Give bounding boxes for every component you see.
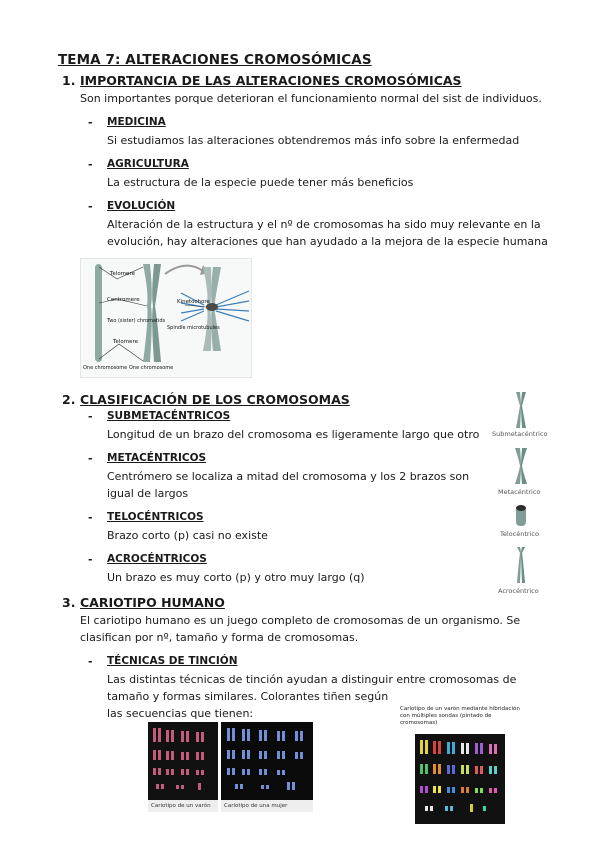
item-text: Centrómero se localiza a mitad del cromosoma y los 2 brazos son [107,470,470,483]
section-number: 2. [62,392,76,407]
section-title: CLASIFICACIÓN DE LOS CROMOSOMAS [80,392,350,407]
section-number: 3. [62,595,76,610]
item-title-acrocentricos: ACROCÉNTRICOS [107,553,207,565]
section-1-intro: Son importantes porque deterioran el funcionamiento normal del sist de individuos. [80,92,542,105]
label-one-chromosome-left: One chromosome [83,365,128,371]
label-one-chromosome-right: One chromosome [129,365,174,371]
multicolor-karyotype-panel [415,734,505,824]
chromosome-diagram [81,259,251,377]
item-text: tamaño y formas similares. Colorantes tiñen según [107,690,389,703]
item-text: La estructura de la especie puede tener más beneficios [107,176,414,189]
telocentric-label: Telocéntrico [500,530,539,538]
item-text: las secuencias que tienen: [107,707,254,720]
item-title-agricultura: AGRICULTURA [107,158,189,170]
item-title-metacentricos: METACÉNTRICOS [107,452,207,464]
label-kinetochore: Kinetochore [177,299,210,305]
item-text: Alteración de la estructura y el nº de cromosomas ha sido muy relevante en la [107,218,541,231]
telocentric-chromosome-icon [490,504,552,528]
karyotype-image-female-blue [221,722,313,812]
bullet: - [88,158,93,171]
section-title: CARIOTIPO HUMANO [80,595,225,610]
karyotype-caption-right: Cariotipo de un varón mediante hibridación con múltiples sondas (pintado de cromosomas) [400,706,520,726]
section-2-heading [62,392,350,407]
item-text: Brazo corto (p) casi no existe [107,529,268,542]
bullet: - [88,655,93,668]
acrocentric-chromosome-icon [490,545,552,585]
metacentric-label: Metacéntrico [498,488,541,496]
section-1-heading [62,73,462,88]
karyotype-chromosomes [221,722,313,800]
karyotype-caption-mid: Cariotipo de una mujer [221,800,313,812]
label-centromere: Centromere [107,297,140,303]
item-title-medicina: MEDICINA [107,116,166,128]
item-title-submetacentricos: SUBMETACÉNTRICOS [107,410,231,422]
acrocentric-figure [490,545,552,597]
acrocentric-label: Acrocéntrico [498,587,539,595]
bullet: - [88,200,93,213]
chromatid-shape [95,264,102,362]
section-3-heading [62,595,225,610]
chromosome-structure-figure [80,258,252,378]
bullet: - [88,410,93,423]
chromatid-shape [152,264,161,362]
karyotype-caption-left: Cariotipo de un varón [148,800,218,812]
item-text: Las distintas técnicas de tinción ayudan a distinguir entre cromosomas de [107,673,517,686]
bullet: - [88,511,93,524]
item-text: Si estudiamos las alteraciones obtendremos más info sobre la enfermedad [107,134,520,147]
label-telomere-top: Telomere [110,271,135,277]
metacentric-chromosome-icon [490,446,552,486]
arrow-shape [165,266,203,274]
section-3-intro: clasifican por nº, tamaño y forma de cromosomas. [80,631,359,644]
karyotype-image-multicolor [397,704,525,828]
karyotype-chromosomes [415,734,505,824]
item-title-evolucion: EVOLUCIÓN [107,200,176,212]
item-title-tecnicas: TÉCNICAS DE TINCIÓN [107,655,238,667]
label-telomere-bottom: Telomere [113,339,138,345]
bullet: - [88,116,93,129]
item-title-telocentricos: TELOCÉNTRICOS [107,511,204,523]
label-spindle: Spindle microtubules [167,325,220,331]
section-3-intro: El cariotipo humano es un juego completo de cromosomas de un organismo. Se [80,614,521,627]
item-text: Un brazo es muy corto (p) y otro muy largo (q) [107,571,365,584]
metacentric-figure [490,446,552,498]
bullet: - [88,553,93,566]
karyotype-image-male-pink [148,722,218,812]
karyotype-chromosomes [148,722,218,800]
submetacentric-figure [490,390,552,440]
submetacentric-chromosome-icon [490,390,552,430]
submetacentric-label: Submetacéntrico [492,430,548,438]
page-title: TEMA 7: ALTERACIONES CROMOSÓMICAS [58,52,372,68]
telocentric-figure [490,504,552,544]
section-number: 1. [62,73,76,88]
section-title: IMPORTANCIA DE LAS ALTERACIONES CROMOSÓMICAS [80,73,462,88]
bullet: - [88,452,93,465]
item-text: evolución, hay alteraciones que han ayudado a la mejora de la especie humana [107,235,548,248]
item-text: Longitud de un brazo del cromosoma es ligeramente largo que otro [107,428,480,441]
label-sister-chromatids: Two (sister) chromatids [107,318,166,324]
chromatid-shape [143,264,152,362]
item-text: igual de largos [107,487,189,500]
